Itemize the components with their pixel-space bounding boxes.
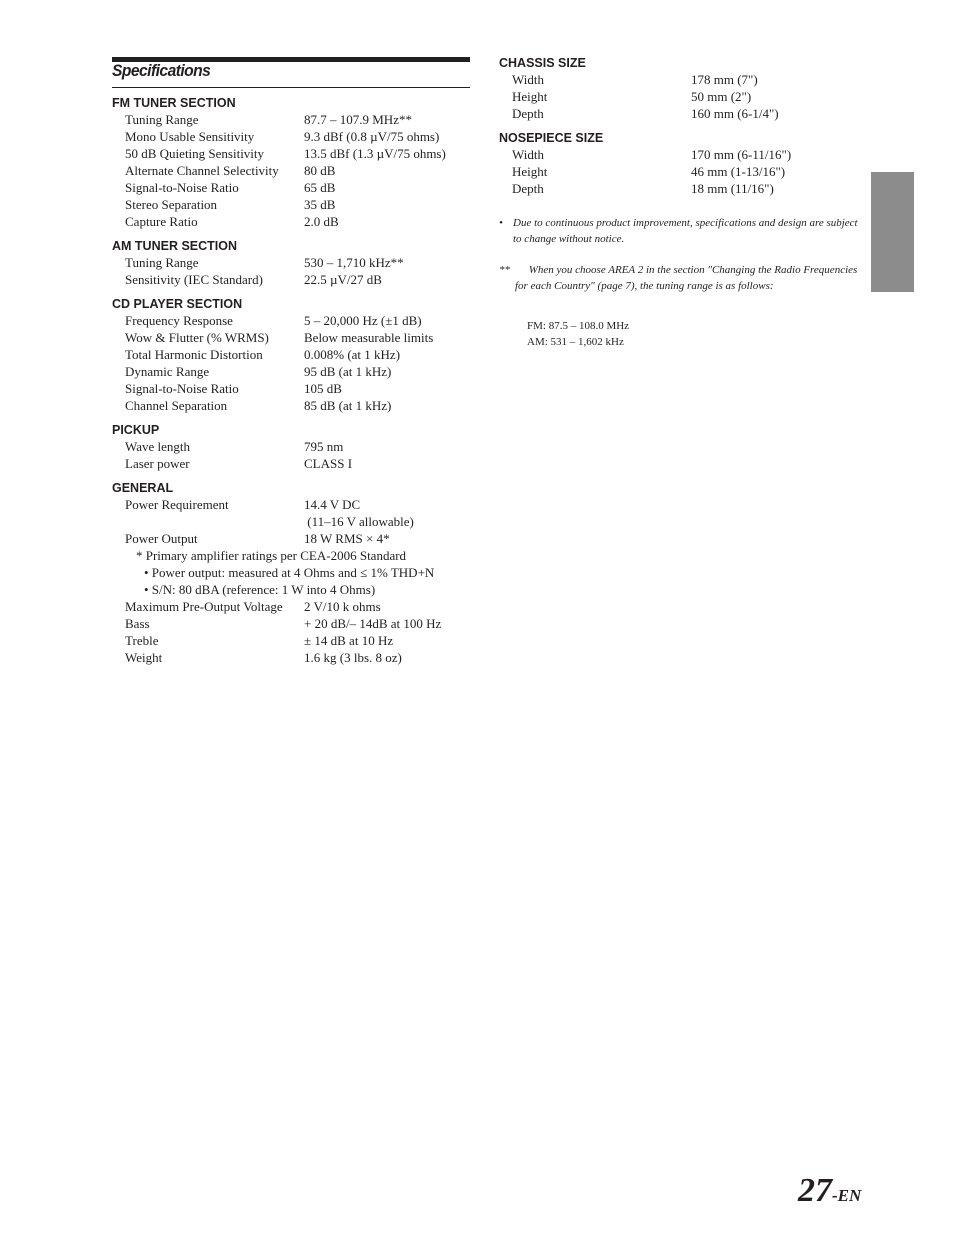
spec-row-continuation: [112, 513, 472, 530]
spec-value: 530 – 1,710 kHz**: [304, 255, 404, 270]
spec-label: Power Output: [125, 531, 198, 546]
spec-row: [112, 254, 472, 271]
spec-label: Power Requirement: [125, 497, 229, 512]
page-number: [798, 1172, 861, 1210]
page-title: Specifications: [112, 61, 211, 80]
title-rule-bottom: [112, 87, 470, 88]
spec-row: [112, 380, 472, 397]
spec-label: Height: [512, 164, 548, 179]
spec-value: 795 nm: [304, 439, 344, 454]
spec-row: [112, 649, 472, 666]
spec-label: Width: [512, 147, 544, 162]
spec-label: Total Harmonic Distortion: [125, 347, 263, 362]
spec-value: 160 mm (6-1/4"): [691, 106, 779, 121]
fm-range-text: FM: 87.5 – 108.0 MHz: [527, 320, 630, 332]
area2-frequency-list: [527, 318, 629, 350]
spec-value: 35 dB: [304, 197, 336, 212]
spec-row: [112, 111, 472, 128]
spec-value: 95 dB (at 1 kHz): [304, 364, 392, 379]
spec-label: Depth: [512, 181, 544, 196]
spec-value: 65 dB: [304, 180, 336, 195]
spec-row: [499, 71, 859, 88]
spec-value: 170 mm (6-11/16"): [691, 147, 792, 162]
spec-label: Tuning Range: [125, 112, 199, 127]
spec-row: [499, 180, 859, 197]
section-heading-general: GENERAL: [112, 481, 174, 495]
spec-label: Sensitivity (IEC Standard): [125, 272, 263, 287]
footnote-text: * Primary amplifier ratings per CEA-2006 Standard: [136, 548, 407, 563]
spec-label: Width: [512, 72, 544, 87]
spec-label: Weight: [125, 650, 163, 665]
page-number-value: 27: [798, 1172, 832, 1209]
spec-label: Depth: [512, 106, 544, 121]
spec-row: [112, 346, 472, 363]
spec-row: [112, 329, 472, 346]
note-text: When you choose AREA 2 in the section "Changing the Radio Frequencies for each Country" (page 7), the tuning range is as follows:: [515, 264, 858, 292]
spec-label: Capture Ratio: [125, 214, 198, 229]
spec-label: Signal-to-Noise Ratio: [125, 381, 239, 396]
spec-label: Maximum Pre-Output Voltage: [125, 599, 283, 614]
note-area2: [499, 263, 859, 294]
spec-row: [112, 615, 472, 632]
spec-row: [112, 438, 472, 455]
spec-row: [112, 496, 472, 513]
left-column: [112, 95, 472, 666]
spec-label: 50 dB Quieting Sensitivity: [125, 146, 265, 161]
spec-row: [112, 196, 472, 213]
spec-label: Wow & Flutter (% WRMS): [125, 330, 269, 345]
am-range-text: AM: 531 – 1,602 kHz: [527, 336, 624, 348]
spec-value: 80 dB: [304, 163, 336, 178]
spec-value: 9.3 dBf (0.8 µV/75 ohms): [304, 129, 440, 144]
spec-value: ± 14 dB at 10 Hz: [304, 633, 394, 648]
spec-label: Frequency Response: [125, 313, 233, 328]
notes-block: [499, 216, 859, 294]
right-column: [499, 55, 859, 197]
section-heading-am-tuner: AM TUNER SECTION: [112, 239, 237, 253]
double-asterisk-mark: **: [499, 264, 510, 277]
spec-value: (11–16 V allowable): [304, 514, 414, 529]
spec-label: Dynamic Range: [125, 364, 210, 379]
spec-label: Tuning Range: [125, 255, 199, 270]
section-heading-chassis-size: CHASSIS SIZE: [499, 56, 586, 70]
spec-row: [112, 397, 472, 414]
spec-row: [112, 145, 472, 162]
spec-value: 5 – 20,000 Hz (±1 dB): [304, 313, 422, 328]
spec-row: [112, 632, 472, 649]
spec-value: 178 mm (7"): [691, 72, 758, 87]
spec-label: Mono Usable Sensitivity: [125, 129, 255, 144]
spec-row: [112, 213, 472, 230]
spec-row: [112, 312, 472, 329]
spec-value: 18 mm (11/16"): [691, 181, 774, 196]
spec-row: [112, 271, 472, 288]
spec-value: 105 dB: [304, 381, 342, 396]
spec-value: 46 mm (1-13/16"): [691, 164, 786, 179]
spec-value: 0.008% (at 1 kHz): [304, 347, 401, 362]
note-change-without-notice: [499, 216, 859, 247]
section-heading-cd-player: CD PLAYER SECTION: [112, 297, 243, 311]
section-heading-pickup: PICKUP: [112, 423, 160, 437]
spec-value: 18 W RMS × 4*: [304, 531, 390, 546]
footnote-row: [112, 547, 472, 564]
spec-row: [112, 128, 472, 145]
bullet-row: [112, 564, 472, 581]
section-heading-fm-tuner: FM TUNER SECTION: [112, 96, 236, 110]
spec-value: CLASS I: [304, 456, 353, 471]
spec-row: [499, 163, 859, 180]
spec-value: 13.5 dBf (1.3 µV/75 ohms): [304, 146, 446, 161]
spec-row: [112, 162, 472, 179]
spec-label: Signal-to-Noise Ratio: [125, 180, 239, 195]
spec-value: 14.4 V DC: [304, 497, 361, 512]
spec-label: Wave length: [125, 439, 191, 454]
spec-row: [112, 455, 472, 472]
note-text: Due to continuous product improvement, specifications and design are subject to change without notice.: [513, 217, 858, 245]
bullet-text: • Power output: measured at 4 Ohms and ≤ 1% THD+N: [144, 565, 435, 580]
spec-row: [499, 146, 859, 163]
page-number-suffix: -EN: [832, 1186, 862, 1205]
spec-row: [499, 88, 859, 105]
spec-value: 2.0 dB: [304, 214, 339, 229]
side-tab-marker: [871, 172, 914, 292]
spec-value: + 20 dB/– 14dB at 100 Hz: [304, 616, 442, 631]
spec-label: Stereo Separation: [125, 197, 218, 212]
bullet-text: • S/N: 80 dBA (reference: 1 W into 4 Ohms): [144, 582, 376, 597]
spec-label: Treble: [125, 633, 159, 648]
spec-label: Laser power: [125, 456, 190, 471]
spec-value: 22.5 µV/27 dB: [304, 272, 382, 287]
spec-label: Channel Separation: [125, 398, 228, 413]
spec-row: [112, 598, 472, 615]
spec-label: Alternate Channel Selectivity: [125, 163, 279, 178]
spec-row: [112, 530, 472, 547]
bullet-row: [112, 581, 472, 598]
spec-label: Height: [512, 89, 548, 104]
spec-value: 87.7 – 107.9 MHz**: [304, 112, 412, 127]
spec-value: 85 dB (at 1 kHz): [304, 398, 392, 413]
section-heading-nosepiece-size: NOSEPIECE SIZE: [499, 131, 604, 145]
spec-value: Below measurable limits: [304, 330, 434, 345]
spec-value: 50 mm (2"): [691, 89, 752, 104]
spec-value: 1.6 kg (3 lbs. 8 oz): [304, 650, 402, 665]
spec-row: [112, 179, 472, 196]
spec-value: 2 V/10 k ohms: [304, 599, 381, 614]
spec-label: Bass: [125, 616, 150, 631]
spec-row: [112, 363, 472, 380]
spec-row: [499, 105, 859, 122]
bullet-mark: •: [499, 217, 503, 229]
